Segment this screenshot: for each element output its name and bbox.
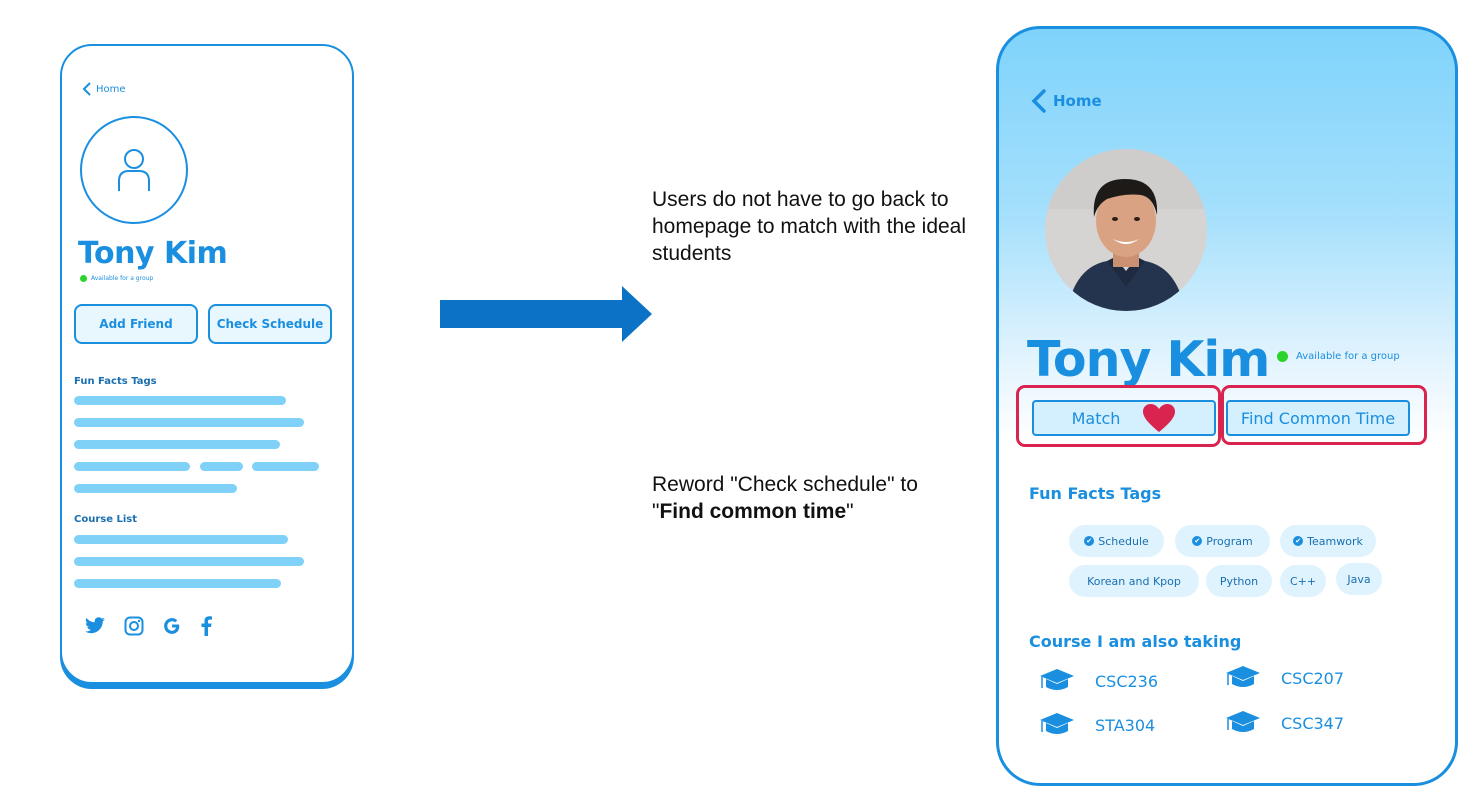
tag-chip[interactable] (1280, 525, 1376, 557)
tag-label: Korean and Kpop (1087, 574, 1181, 588)
check-icon: ✔ (1084, 536, 1094, 546)
course-code: CSC207 (1281, 668, 1345, 688)
graduation-cap-icon (1039, 668, 1075, 694)
facebook-icon[interactable] (200, 616, 212, 636)
tag-chip[interactable] (1336, 563, 1382, 595)
status-text: Available for a group (1296, 351, 1400, 362)
check-schedule-button[interactable]: Check Schedule (208, 304, 332, 344)
redesigned-phone (996, 26, 1458, 786)
avatar (1045, 149, 1207, 311)
social-links (84, 616, 212, 636)
back-label: Home (1053, 92, 1102, 110)
placeholder-bar (74, 579, 281, 588)
tag-chip[interactable] (1175, 525, 1270, 557)
course-item[interactable] (1225, 710, 1344, 736)
twitter-icon[interactable] (84, 617, 106, 635)
chevron-left-icon (82, 82, 92, 96)
profile-photo (1045, 149, 1207, 311)
match-label: Match (1071, 408, 1121, 428)
course-code: CSC236 (1095, 671, 1159, 691)
placeholder-bar (74, 418, 304, 427)
tag-chip[interactable] (1069, 525, 1164, 557)
user-icon (116, 147, 152, 193)
graduation-cap-icon (1039, 712, 1075, 738)
google-icon[interactable] (162, 616, 182, 636)
tag-label: Teamwork (1307, 534, 1363, 548)
check-icon: ✔ (1293, 536, 1303, 546)
placeholder-bar (252, 462, 319, 471)
course-item[interactable] (1039, 712, 1155, 738)
avatar-placeholder (80, 116, 188, 224)
tag-label: Python (1219, 574, 1259, 588)
placeholder-bar (74, 440, 280, 449)
annotation-reword-note (652, 471, 982, 525)
placeholder-bar (74, 462, 190, 471)
tag-chip[interactable] (1280, 565, 1326, 597)
wireframe-phone (60, 44, 354, 684)
note-bold-text: Find common time (659, 500, 847, 523)
course-code: CSC347 (1281, 713, 1345, 733)
placeholder-bar (74, 557, 304, 566)
heart-icon (1142, 403, 1176, 433)
tag-label: Java (1347, 572, 1371, 586)
match-button[interactable] (1032, 400, 1216, 436)
add-friend-button[interactable]: Add Friend (74, 304, 198, 344)
note-quote: " (652, 500, 660, 523)
course-item[interactable] (1039, 668, 1158, 694)
fun-facts-heading: Fun Facts Tags (74, 376, 157, 387)
course-item[interactable] (1225, 665, 1344, 691)
status-text: Available for a group (91, 275, 154, 282)
back-label: Home (96, 83, 126, 95)
tag-chip[interactable] (1206, 565, 1272, 597)
note-quote: " (846, 500, 854, 523)
check-icon: ✔ (1192, 536, 1202, 546)
courses-heading: Course I am also taking (1029, 632, 1242, 651)
profile-name: Tony Kim (1027, 331, 1270, 388)
course-code: STA304 (1095, 715, 1156, 735)
status-indicator (80, 275, 153, 282)
note-text: Reword "Check schedule" to (652, 473, 918, 496)
placeholder-bar (74, 396, 286, 405)
placeholder-bar (74, 535, 288, 544)
profile-name: Tony Kim (78, 236, 228, 271)
graduation-cap-icon (1225, 710, 1261, 736)
status-dot (80, 275, 87, 282)
graduation-cap-icon (1225, 665, 1261, 691)
tag-label: Schedule (1098, 534, 1149, 548)
arrow-right-icon (440, 286, 652, 342)
find-common-time-button[interactable]: Find Common Time (1226, 400, 1410, 436)
tag-label: Program (1206, 534, 1253, 548)
status-indicator (1277, 351, 1400, 362)
annotation-match-note: Users do not have to go back to homepage to match with the ideal students (652, 188, 967, 265)
instagram-icon[interactable] (124, 616, 144, 636)
back-link[interactable] (82, 82, 126, 96)
back-link[interactable] (1031, 89, 1102, 113)
tag-label: C++ (1289, 574, 1317, 588)
course-list-heading: Course List (74, 514, 138, 525)
fun-facts-heading: Fun Facts Tags (1029, 484, 1162, 503)
tag-chip[interactable] (1069, 565, 1199, 597)
chevron-left-icon (1031, 89, 1047, 113)
status-dot (1277, 351, 1288, 362)
placeholder-bar (200, 462, 243, 471)
placeholder-bar (74, 484, 237, 493)
